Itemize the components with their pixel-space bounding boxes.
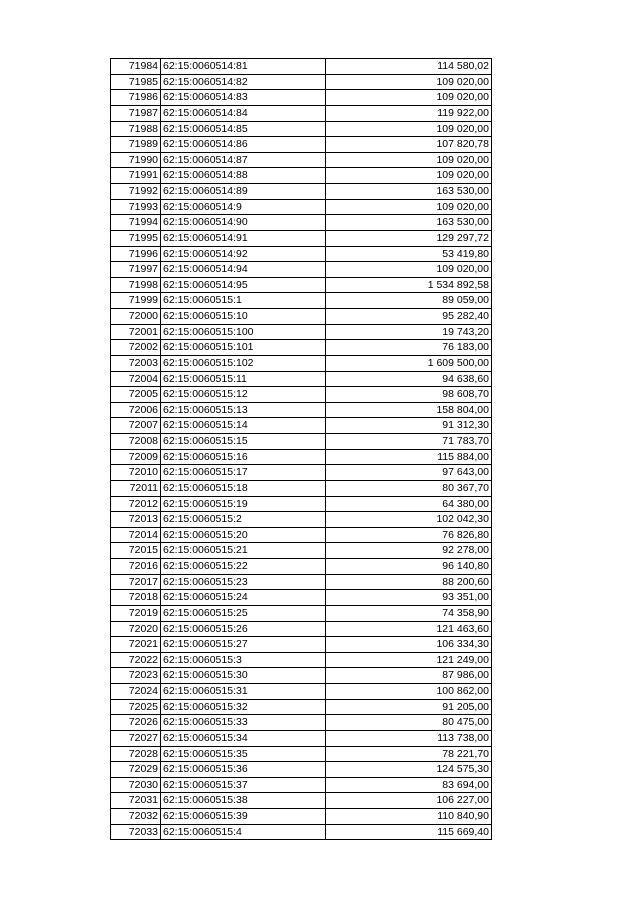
row-number-cell: 71991 xyxy=(111,168,161,184)
table-row xyxy=(111,449,492,465)
cadastral-value-cell: 53 419,80 xyxy=(326,246,492,262)
table-row xyxy=(111,309,492,325)
cadastral-value-cell: 106 227,00 xyxy=(326,793,492,809)
table-row xyxy=(111,527,492,543)
cadastral-number-cell: 62:15:0060515:25 xyxy=(161,605,326,621)
cadastral-number-cell: 62:15:0060515:24 xyxy=(161,590,326,606)
row-number-cell: 72006 xyxy=(111,402,161,418)
row-number-cell: 71997 xyxy=(111,262,161,278)
cadastral-value-cell: 64 380,00 xyxy=(326,496,492,512)
table-row xyxy=(111,730,492,746)
row-number-cell: 72026 xyxy=(111,715,161,731)
cadastral-number-cell: 62:15:0060514:85 xyxy=(161,121,326,137)
row-number-cell: 71989 xyxy=(111,137,161,153)
table-row xyxy=(111,793,492,809)
cadastral-number-cell: 62:15:0060515:18 xyxy=(161,480,326,496)
table-row xyxy=(111,574,492,590)
row-number-cell: 72020 xyxy=(111,621,161,637)
cadastral-value-cell: 74 358,90 xyxy=(326,605,492,621)
cadastral-number-cell: 62:15:0060515:1 xyxy=(161,293,326,309)
row-number-cell: 72021 xyxy=(111,637,161,653)
cadastral-number-cell: 62:15:0060514:91 xyxy=(161,230,326,246)
row-number-cell: 71990 xyxy=(111,152,161,168)
cadastral-number-cell: 62:15:0060515:4 xyxy=(161,824,326,840)
table-row xyxy=(111,465,492,481)
cadastral-number-cell: 62:15:0060515:21 xyxy=(161,543,326,559)
cadastral-number-cell: 62:15:0060514:81 xyxy=(161,59,326,75)
table-row xyxy=(111,590,492,606)
cadastral-value-cell: 163 530,00 xyxy=(326,215,492,231)
row-number-cell: 72022 xyxy=(111,652,161,668)
table-body xyxy=(111,59,492,840)
table-row xyxy=(111,90,492,106)
cadastral-value-cell: 80 367,70 xyxy=(326,480,492,496)
cadastral-value-cell: 1 609 500,00 xyxy=(326,355,492,371)
cadastral-number-cell: 62:15:0060515:16 xyxy=(161,449,326,465)
cadastral-number-cell: 62:15:0060515:30 xyxy=(161,668,326,684)
cadastral-number-cell: 62:15:0060515:23 xyxy=(161,574,326,590)
table-row xyxy=(111,746,492,762)
table-row xyxy=(111,824,492,840)
cadastral-value-cell: 88 200,60 xyxy=(326,574,492,590)
table-row xyxy=(111,168,492,184)
cadastral-number-cell: 62:15:0060515:11 xyxy=(161,371,326,387)
table-row xyxy=(111,184,492,200)
cadastral-value-cell: 109 020,00 xyxy=(326,152,492,168)
cadastral-number-cell: 62:15:0060515:14 xyxy=(161,418,326,434)
cadastral-value-cell: 91 205,00 xyxy=(326,699,492,715)
row-number-cell: 72031 xyxy=(111,793,161,809)
table-row xyxy=(111,512,492,528)
table-row xyxy=(111,652,492,668)
row-number-cell: 72033 xyxy=(111,824,161,840)
cadastral-number-cell: 62:15:0060515:38 xyxy=(161,793,326,809)
cadastral-value-cell: 107 820,78 xyxy=(326,137,492,153)
row-number-cell: 72012 xyxy=(111,496,161,512)
cadastral-number-cell: 62:15:0060515:12 xyxy=(161,387,326,403)
cadastral-number-cell: 62:15:0060515:102 xyxy=(161,355,326,371)
cadastral-value-cell: 115 884,00 xyxy=(326,449,492,465)
table-row xyxy=(111,621,492,637)
cadastral-number-cell: 62:15:0060515:27 xyxy=(161,637,326,653)
cadastral-value-cell: 97 643,00 xyxy=(326,465,492,481)
row-number-cell: 71985 xyxy=(111,74,161,90)
cadastral-value-cell: 109 020,00 xyxy=(326,199,492,215)
cadastral-number-cell: 62:15:0060515:37 xyxy=(161,777,326,793)
cadastral-value-cell: 76 826,80 xyxy=(326,527,492,543)
row-number-cell: 72007 xyxy=(111,418,161,434)
table-row xyxy=(111,215,492,231)
cadastral-value-cell: 92 278,00 xyxy=(326,543,492,559)
cadastral-number-cell: 62:15:0060515:39 xyxy=(161,809,326,825)
cadastral-number-cell: 62:15:0060514:9 xyxy=(161,199,326,215)
cadastral-number-cell: 62:15:0060515:13 xyxy=(161,402,326,418)
row-number-cell: 72014 xyxy=(111,527,161,543)
row-number-cell: 71995 xyxy=(111,230,161,246)
cadastral-value-cell: 100 862,00 xyxy=(326,684,492,700)
table-row xyxy=(111,418,492,434)
table-row xyxy=(111,277,492,293)
cadastral-value-cell: 109 020,00 xyxy=(326,121,492,137)
cadastral-number-cell: 62:15:0060515:33 xyxy=(161,715,326,731)
cadastral-value-cell: 71 783,70 xyxy=(326,434,492,450)
cadastral-number-cell: 62:15:0060514:94 xyxy=(161,262,326,278)
row-number-cell: 71994 xyxy=(111,215,161,231)
row-number-cell: 72019 xyxy=(111,605,161,621)
row-number-cell: 72029 xyxy=(111,762,161,778)
row-number-cell: 71999 xyxy=(111,293,161,309)
row-number-cell: 72003 xyxy=(111,355,161,371)
cadastral-value-table xyxy=(110,58,492,840)
table-row xyxy=(111,777,492,793)
cadastral-value-cell: 106 334,30 xyxy=(326,637,492,653)
row-number-cell: 72032 xyxy=(111,809,161,825)
row-number-cell: 72004 xyxy=(111,371,161,387)
cadastral-value-cell: 163 530,00 xyxy=(326,184,492,200)
row-number-cell: 72011 xyxy=(111,480,161,496)
cadastral-value-cell: 76 183,00 xyxy=(326,340,492,356)
cadastral-value-cell: 96 140,80 xyxy=(326,559,492,575)
table-row xyxy=(111,340,492,356)
table-row xyxy=(111,371,492,387)
table-row xyxy=(111,105,492,121)
cadastral-number-cell: 62:15:0060514:90 xyxy=(161,215,326,231)
cadastral-value-cell: 124 575,30 xyxy=(326,762,492,778)
cadastral-value-cell: 109 020,00 xyxy=(326,168,492,184)
cadastral-value-cell: 113 738,00 xyxy=(326,730,492,746)
table-row xyxy=(111,262,492,278)
cadastral-number-cell: 62:15:0060515:31 xyxy=(161,684,326,700)
row-number-cell: 72030 xyxy=(111,777,161,793)
cadastral-value-cell: 114 580,02 xyxy=(326,59,492,75)
row-number-cell: 72016 xyxy=(111,559,161,575)
cadastral-value-cell: 95 282,40 xyxy=(326,309,492,325)
cadastral-value-cell: 110 840,90 xyxy=(326,809,492,825)
cadastral-number-cell: 62:15:0060515:19 xyxy=(161,496,326,512)
cadastral-number-cell: 62:15:0060514:95 xyxy=(161,277,326,293)
row-number-cell: 71992 xyxy=(111,184,161,200)
cadastral-number-cell: 62:15:0060514:84 xyxy=(161,105,326,121)
table-row xyxy=(111,246,492,262)
cadastral-number-cell: 62:15:0060514:83 xyxy=(161,90,326,106)
row-number-cell: 72013 xyxy=(111,512,161,528)
table-row xyxy=(111,355,492,371)
cadastral-value-cell: 109 020,00 xyxy=(326,74,492,90)
row-number-cell: 72008 xyxy=(111,434,161,450)
cadastral-number-cell: 62:15:0060515:2 xyxy=(161,512,326,528)
table-row xyxy=(111,434,492,450)
cadastral-value-cell: 87 986,00 xyxy=(326,668,492,684)
table-row xyxy=(111,605,492,621)
cadastral-number-cell: 62:15:0060515:32 xyxy=(161,699,326,715)
cadastral-value-cell: 158 804,00 xyxy=(326,402,492,418)
cadastral-number-cell: 62:15:0060515:3 xyxy=(161,652,326,668)
row-number-cell: 72017 xyxy=(111,574,161,590)
row-number-cell: 71998 xyxy=(111,277,161,293)
row-number-cell: 71996 xyxy=(111,246,161,262)
cadastral-value-cell: 109 020,00 xyxy=(326,262,492,278)
table-row xyxy=(111,74,492,90)
cadastral-number-cell: 62:15:0060514:88 xyxy=(161,168,326,184)
table-row xyxy=(111,121,492,137)
row-number-cell: 71987 xyxy=(111,105,161,121)
row-number-cell: 72018 xyxy=(111,590,161,606)
cadastral-value-cell: 91 312,30 xyxy=(326,418,492,434)
cadastral-number-cell: 62:15:0060514:89 xyxy=(161,184,326,200)
cadastral-value-cell: 93 351,00 xyxy=(326,590,492,606)
table-row xyxy=(111,684,492,700)
table-row xyxy=(111,496,492,512)
cadastral-value-cell: 19 743,20 xyxy=(326,324,492,340)
table-row xyxy=(111,480,492,496)
table-row xyxy=(111,762,492,778)
cadastral-number-cell: 62:15:0060515:100 xyxy=(161,324,326,340)
cadastral-number-cell: 62:15:0060515:34 xyxy=(161,730,326,746)
cadastral-value-cell: 94 638,60 xyxy=(326,371,492,387)
table-row xyxy=(111,293,492,309)
cadastral-number-cell: 62:15:0060515:10 xyxy=(161,309,326,325)
cadastral-value-cell: 1 534 892,58 xyxy=(326,277,492,293)
row-number-cell: 72010 xyxy=(111,465,161,481)
cadastral-value-cell: 121 249,00 xyxy=(326,652,492,668)
cadastral-number-cell: 62:15:0060514:87 xyxy=(161,152,326,168)
row-number-cell: 72015 xyxy=(111,543,161,559)
cadastral-number-cell: 62:15:0060515:35 xyxy=(161,746,326,762)
cadastral-value-cell: 80 475,00 xyxy=(326,715,492,731)
table-row xyxy=(111,809,492,825)
row-number-cell: 71986 xyxy=(111,90,161,106)
row-number-cell: 72024 xyxy=(111,684,161,700)
table-row xyxy=(111,199,492,215)
table-row xyxy=(111,59,492,75)
cadastral-value-cell: 119 922,00 xyxy=(326,105,492,121)
cadastral-number-cell: 62:15:0060515:20 xyxy=(161,527,326,543)
cadastral-value-cell: 109 020,00 xyxy=(326,90,492,106)
row-number-cell: 72000 xyxy=(111,309,161,325)
cadastral-number-cell: 62:15:0060515:26 xyxy=(161,621,326,637)
row-number-cell: 71984 xyxy=(111,59,161,75)
cadastral-value-cell: 129 297,72 xyxy=(326,230,492,246)
row-number-cell: 72028 xyxy=(111,746,161,762)
cadastral-value-cell: 102 042,30 xyxy=(326,512,492,528)
table-row xyxy=(111,152,492,168)
cadastral-value-cell: 78 221,70 xyxy=(326,746,492,762)
cadastral-number-cell: 62:15:0060514:86 xyxy=(161,137,326,153)
table-row xyxy=(111,559,492,575)
cadastral-value-cell: 83 694,00 xyxy=(326,777,492,793)
row-number-cell: 72025 xyxy=(111,699,161,715)
row-number-cell: 72002 xyxy=(111,340,161,356)
cadastral-value-cell: 121 463,60 xyxy=(326,621,492,637)
cadastral-number-cell: 62:15:0060515:22 xyxy=(161,559,326,575)
table-row xyxy=(111,715,492,731)
table-row xyxy=(111,387,492,403)
cadastral-value-cell: 89 059,00 xyxy=(326,293,492,309)
table-row xyxy=(111,543,492,559)
cadastral-number-cell: 62:15:0060515:17 xyxy=(161,465,326,481)
cadastral-number-cell: 62:15:0060515:15 xyxy=(161,434,326,450)
row-number-cell: 72001 xyxy=(111,324,161,340)
cadastral-number-cell: 62:15:0060514:92 xyxy=(161,246,326,262)
cadastral-number-cell: 62:15:0060515:36 xyxy=(161,762,326,778)
table-row xyxy=(111,668,492,684)
table-row xyxy=(111,637,492,653)
row-number-cell: 72027 xyxy=(111,730,161,746)
table-row xyxy=(111,230,492,246)
cadastral-number-cell: 62:15:0060514:82 xyxy=(161,74,326,90)
table-row xyxy=(111,137,492,153)
cadastral-number-cell: 62:15:0060515:101 xyxy=(161,340,326,356)
table-row xyxy=(111,699,492,715)
cadastral-value-cell: 115 669,40 xyxy=(326,824,492,840)
cadastral-value-cell: 98 608,70 xyxy=(326,387,492,403)
table-row xyxy=(111,324,492,340)
row-number-cell: 71993 xyxy=(111,199,161,215)
table-row xyxy=(111,402,492,418)
row-number-cell: 72009 xyxy=(111,449,161,465)
row-number-cell: 71988 xyxy=(111,121,161,137)
row-number-cell: 72023 xyxy=(111,668,161,684)
row-number-cell: 72005 xyxy=(111,387,161,403)
